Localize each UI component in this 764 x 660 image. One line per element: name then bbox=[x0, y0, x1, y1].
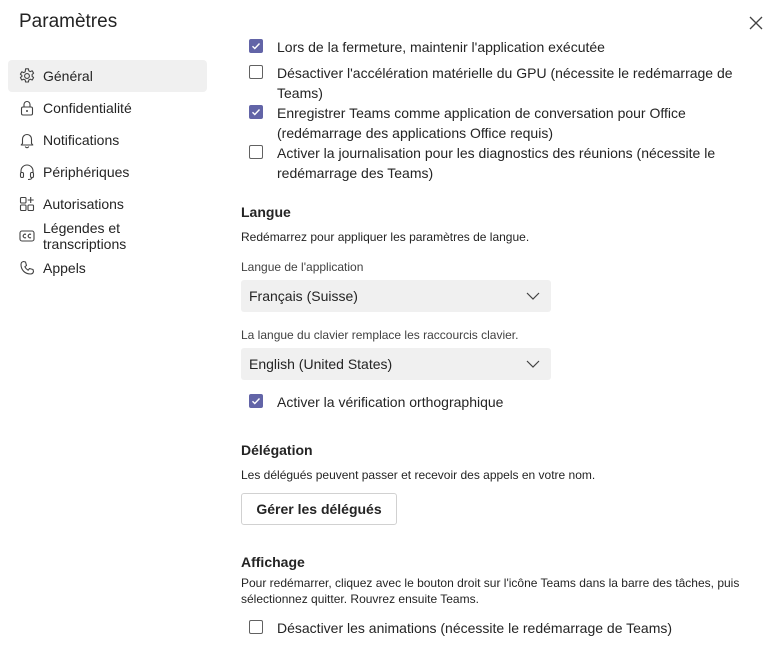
app-language-dropdown[interactable] bbox=[241, 280, 551, 312]
keyboard-language-label: La langue du clavier remplace les raccourcis clavier. bbox=[241, 328, 519, 342]
meeting-logging-label: Activer la journalisation pour les diagnostics des réunions (nécessite le redémarrage des Teams) bbox=[277, 145, 716, 181]
display-section-title: Affichage bbox=[241, 554, 305, 570]
option-disable-animations bbox=[249, 618, 737, 638]
sidebar-item-label: Autorisations bbox=[43, 196, 124, 212]
keyboard-language-dropdown[interactable] bbox=[241, 348, 551, 380]
option-meeting-logging bbox=[249, 143, 737, 183]
bell-icon bbox=[18, 131, 36, 149]
checkmark-icon bbox=[250, 40, 262, 52]
sidebar-item-label: Confidentialité bbox=[43, 100, 132, 116]
sidebar-item-captions[interactable] bbox=[8, 220, 207, 252]
sidebar-item-label: Général bbox=[43, 68, 93, 84]
gear-icon bbox=[18, 67, 36, 85]
sidebar-item-label: Périphériques bbox=[43, 164, 130, 180]
display-description: Pour redémarrer, cliquez avec le bouton droit sur l'icône Teams dans la barre des tâches, puis sélectionnez quitter. Rouvrez ensuite Teams. bbox=[241, 576, 740, 606]
option-disable-gpu bbox=[249, 63, 737, 103]
spellcheck-label: Activer la vérification orthographique bbox=[277, 394, 504, 410]
spellcheck-checkbox[interactable] bbox=[249, 394, 263, 408]
sidebar-item-notifications[interactable] bbox=[8, 124, 207, 156]
language-description: Redémarrez pour appliquer les paramètres de langue. bbox=[241, 230, 530, 244]
sidebar-item-calls[interactable] bbox=[8, 252, 207, 284]
phone-icon bbox=[18, 259, 36, 277]
sidebar-item-privacy[interactable] bbox=[8, 92, 207, 124]
disable-gpu-checkbox[interactable] bbox=[249, 65, 263, 79]
option-spellcheck bbox=[249, 392, 737, 412]
sidebar-item-devices[interactable] bbox=[8, 156, 207, 188]
register-chat-app-label: Enregistrer Teams comme application de conversation pour Office (redémarrage des applications Office requis) bbox=[277, 105, 686, 141]
language-section-title: Langue bbox=[241, 204, 291, 220]
delegation-description: Les délégués peuvent passer et recevoir des appels en votre nom. bbox=[241, 468, 596, 482]
disable-gpu-label: Désactiver l'accélération matérielle du GPU (nécessite le redémarrage de Teams) bbox=[277, 65, 733, 101]
checkmark-icon bbox=[250, 395, 262, 407]
headset-icon bbox=[18, 163, 36, 181]
disable-animations-checkbox[interactable] bbox=[249, 620, 263, 634]
app-language-value: Français (Suisse) bbox=[249, 288, 358, 304]
page-title: Paramètres bbox=[19, 11, 118, 32]
chevron-down-icon bbox=[523, 292, 543, 300]
sidebar-item-label: Notifications bbox=[43, 132, 120, 148]
sidebar-item-label: Légendes et transcriptions bbox=[43, 220, 127, 252]
sidebar-item-permissions[interactable] bbox=[8, 188, 207, 220]
app-language-label: Langue de l'application bbox=[241, 260, 364, 274]
delegation-section-title: Délégation bbox=[241, 442, 313, 458]
disable-animations-label: Désactiver les animations (nécessite le redémarrage de Teams) bbox=[277, 620, 673, 636]
keep-running-checkbox[interactable] bbox=[249, 39, 263, 53]
sidebar-item-general[interactable] bbox=[8, 60, 207, 92]
settings-content bbox=[241, 0, 751, 660]
manage-delegates-button[interactable]: Gérer les délégués bbox=[241, 493, 397, 525]
sidebar-item-label: Appels bbox=[43, 260, 86, 276]
meeting-logging-checkbox[interactable] bbox=[249, 145, 263, 159]
lock-icon bbox=[18, 99, 36, 117]
permissions-icon bbox=[18, 195, 36, 213]
settings-sidebar bbox=[8, 60, 207, 284]
option-register-chat-app bbox=[249, 103, 737, 143]
option-keep-running bbox=[249, 37, 737, 57]
register-chat-app-checkbox[interactable] bbox=[249, 105, 263, 119]
checkmark-icon bbox=[250, 106, 262, 118]
chevron-down-icon bbox=[523, 360, 543, 368]
keyboard-language-value: English (United States) bbox=[249, 356, 393, 372]
cc-icon bbox=[18, 227, 36, 245]
keep-running-label: Lors de la fermeture, maintenir l'application exécutée bbox=[277, 39, 605, 55]
